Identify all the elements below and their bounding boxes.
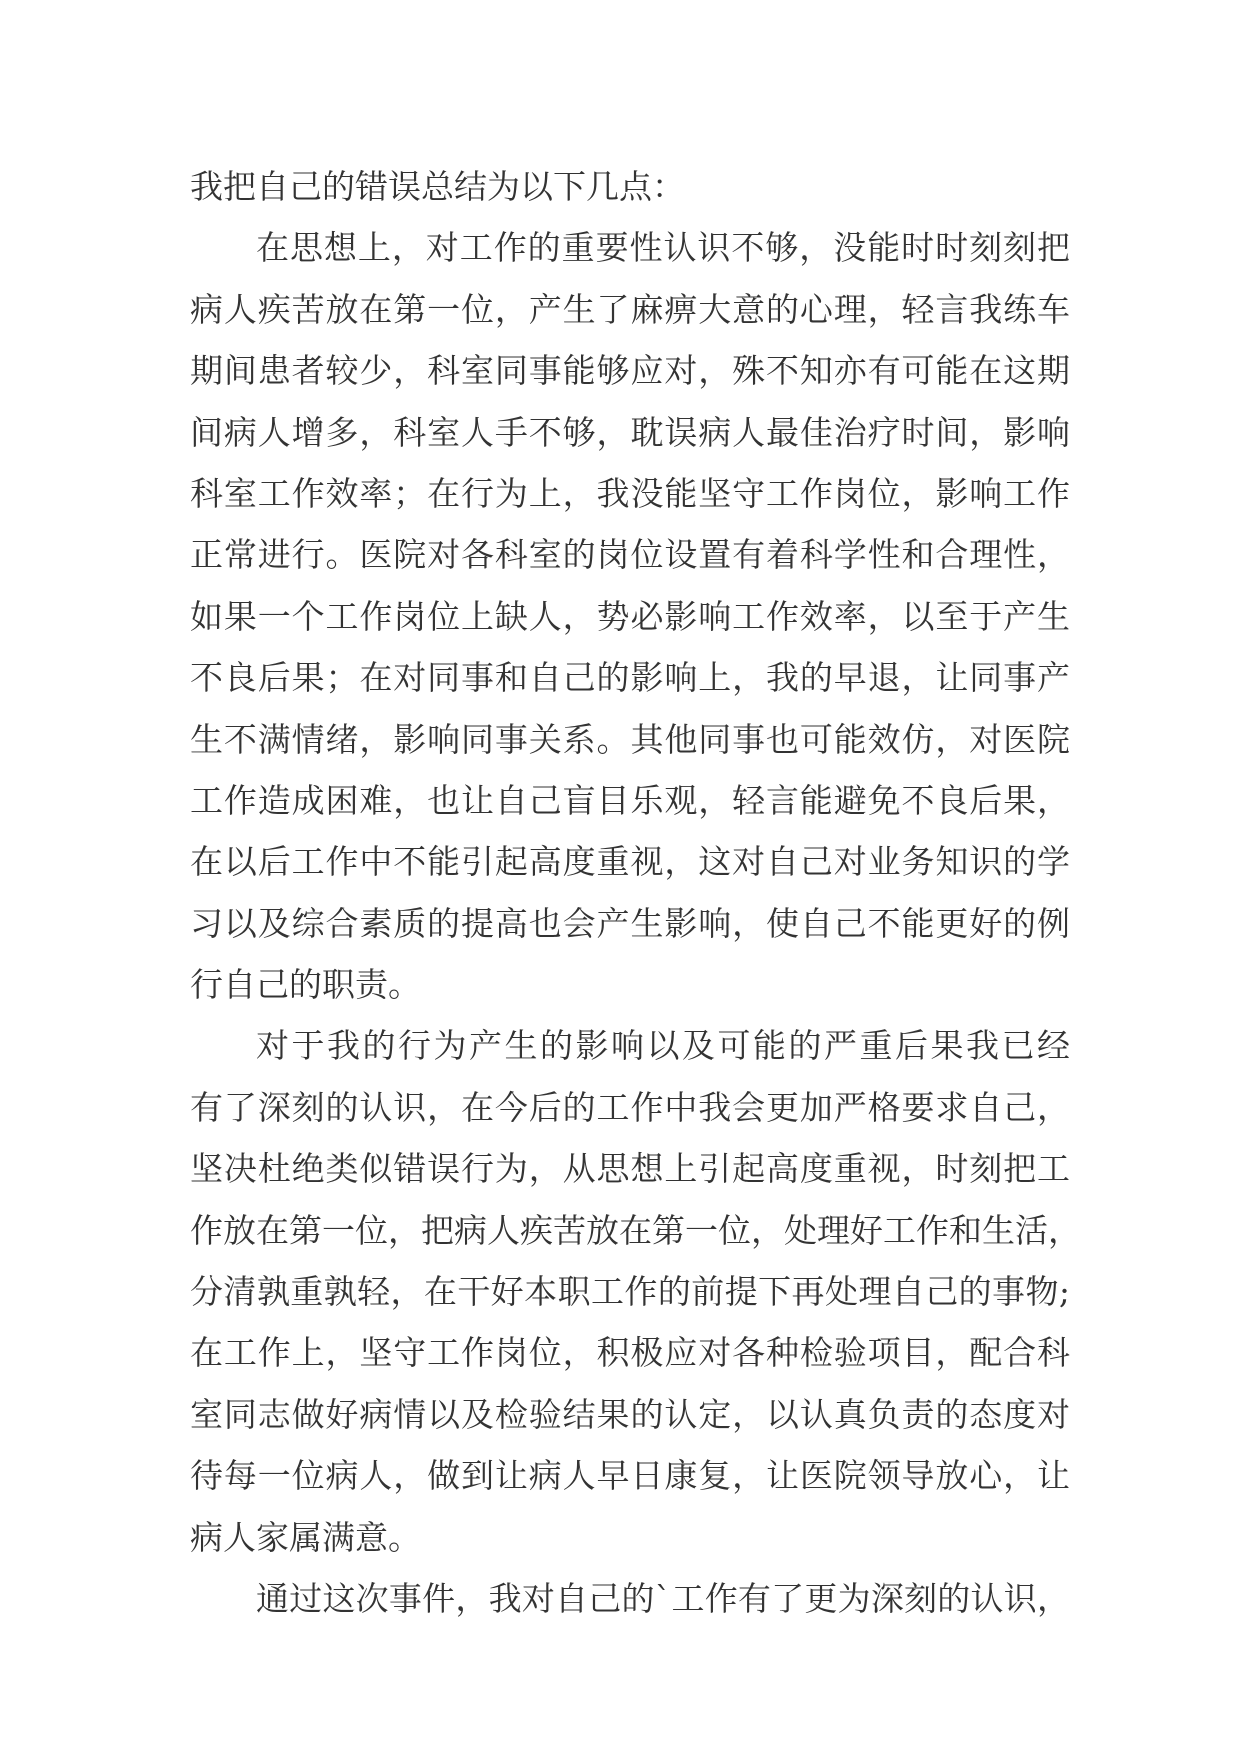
paragraph-first-line: 通过这次事件，我对自己的`工作有了更为深刻的认识， <box>256 1578 1070 1618</box>
text-line: 生不满情绪，影响同事关系。其他同事也可能效仿，对医院 <box>190 719 1070 759</box>
text-line: 分清孰重孰轻，在干好本职工作的前提下再处理自己的事物; <box>190 1272 1070 1312</box>
paragraph-last-line: 病人家属满意。 <box>190 1517 421 1557</box>
paragraph-first-line: 对于我的行为产生的影响以及可能的严重后果我已经 <box>256 1026 1070 1066</box>
text-line: 期间患者较少，科室同事能够应对，殊不知亦有可能在这期 <box>190 351 1070 391</box>
text-line: 工作造成困难，也让自己盲目乐观，轻言能避免不良后果， <box>190 780 1070 820</box>
document-body <box>190 156 1081 1629</box>
text-line: 坚决杜绝类似错误行为，从思想上引起高度重视，时刻把工 <box>190 1149 1070 1189</box>
text-line: 不良后果；在对同事和自己的影响上，我的早退，让同事产 <box>190 658 1070 698</box>
text-line: 待每一位病人，做到让病人早日康复，让医院领导放心，让 <box>190 1456 1070 1496</box>
text-line: 作放在第一位，把病人疾苦放在第一位，处理好工作和生活， <box>190 1210 1081 1250</box>
text-line: 在工作上，坚守工作岗位，积极应对各种检验项目，配合科 <box>190 1333 1070 1373</box>
text-line: 病人疾苦放在第一位，产生了麻痹大意的心理，轻言我练车 <box>190 289 1070 329</box>
text-line: 习以及综合素质的提高也会产生影响，使自己不能更好的例 <box>190 903 1070 943</box>
text-line: 我把自己的错误总结为以下几点： <box>190 167 685 206</box>
text-line: 正常进行。医院对各科室的岗位设置有着科学性和合理性， <box>190 535 1070 575</box>
text-line: 间病人增多，科室人手不够，耽误病人最佳治疗时间，影响 <box>190 412 1070 452</box>
text-line: 室同志做好病情以及检验结果的认定，以认真负责的态度对 <box>190 1394 1070 1434</box>
text-line: 在以后工作中不能引起高度重视，这对自己对业务知识的学 <box>190 842 1070 882</box>
paragraph-last-line: 行自己的职责。 <box>190 965 421 1005</box>
text-line: 科室工作效率；在行为上，我没能坚守工作岗位，影响工作 <box>190 473 1070 513</box>
text-line: 有了深刻的认识，在今后的工作中我会更加严格要求自己， <box>190 1087 1070 1127</box>
text-line: 如果一个工作岗位上缺人，势必影响工作效率，以至于产生 <box>190 596 1070 636</box>
paragraph-first-line: 在思想上，对工作的重要性认识不够，没能时时刻刻把 <box>256 228 1070 268</box>
